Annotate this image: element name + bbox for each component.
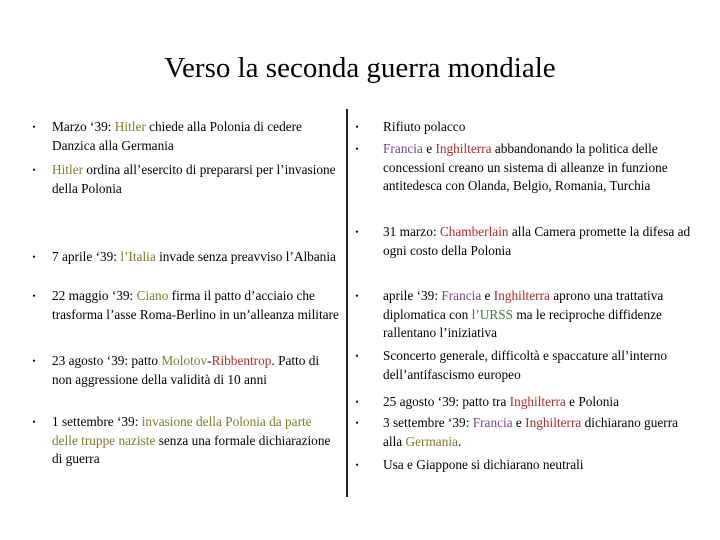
bullet-icon: • xyxy=(355,397,359,407)
bullet-icon: • xyxy=(355,122,359,132)
bullet-icon: • xyxy=(355,351,359,361)
bullet-icon: • xyxy=(32,291,36,301)
left-item-5: 23 agosto ‘39: patto Molotov-Ribbentrop. Patto di non aggressione della validità di 10 anni xyxy=(52,353,320,387)
francia-name: Francia xyxy=(441,288,482,303)
inghilterra-name: Inghilterra xyxy=(525,415,582,430)
molotov-name: Molotov xyxy=(161,353,208,368)
bullet-icon: • xyxy=(32,356,36,366)
bullet-icon: • xyxy=(32,252,36,262)
hitler-name: Hitler xyxy=(114,119,146,134)
bullet-icon: • xyxy=(355,291,359,301)
urss-name: l’URSS xyxy=(471,306,514,322)
inghilterra-name: Inghilterra xyxy=(435,141,492,156)
hitler-name: Hitler xyxy=(52,162,84,177)
left-item-1: Marzo ‘39: Hitler chiede alla Polonia di cedere Danzica alla Germania xyxy=(52,119,302,153)
italia-name: l’Italia xyxy=(120,249,156,264)
right-item-7: 3 settembre ‘39: Francia e Inghilterra dichiarano guerra alla Germania. xyxy=(383,415,679,449)
francia-name: Francia xyxy=(472,415,513,430)
bullet-icon: • xyxy=(355,144,359,154)
center-divider-line xyxy=(346,109,348,497)
left-item-4: 22 maggio ‘39: Ciano firma il patto d’acciaio che trasforma l’asse Roma-Berlino in un’alleanza militare xyxy=(52,288,339,322)
germania-name: Germania xyxy=(405,433,458,449)
bullet-icon: • xyxy=(355,227,359,237)
invasion-highlight: invasione della Polonia da parte delle truppe naziste xyxy=(52,414,312,448)
inghilterra-name: Inghilterra xyxy=(509,394,566,409)
left-item-3: 7 aprile ‘39: l’Italia invade senza preavviso l’Albania xyxy=(52,249,336,264)
left-item-6: 1 settembre ‘39: invasione della Polonia da parte delle truppe naziste senza una formale dichiarazione di guerra xyxy=(52,414,331,467)
slide-title: Verso la seconda guerra mondiale xyxy=(164,52,556,84)
francia-name: Francia xyxy=(383,141,423,156)
left-item-2: Hitler ordina all’esercito di prepararsi per l’invasione della Polonia xyxy=(52,162,336,196)
bullet-icon: • xyxy=(32,165,36,175)
bullet-icon: • xyxy=(32,122,36,132)
bullet-icon: • xyxy=(355,418,359,428)
ciano-name: Ciano xyxy=(136,288,169,303)
right-item-2: Francia e Inghilterra abbandonando la politica delle concessioni creano un sistema di alleanze in funzione antitedesca con Olanda, Belgio, Romania, Turchia xyxy=(383,141,668,194)
ribbentrop-name: Ribbentrop xyxy=(211,353,272,368)
bullet-icon: • xyxy=(32,417,36,427)
right-item-1: Rifiuto polacco xyxy=(383,119,466,134)
right-item-3: 31 marzo: Chamberlain alla Camera promette la difesa ad ogni costo della Polonia xyxy=(383,224,691,258)
bullet-icon: • xyxy=(355,460,359,470)
chamberlain-name: Chamberlain xyxy=(439,224,509,239)
right-item-6: 25 agosto ‘39: patto tra Inghilterra e Polonia xyxy=(383,394,619,409)
inghilterra-name: Inghilterra xyxy=(493,288,550,303)
right-item-4: aprile ‘39: Francia e Inghilterra aprono una trattativa diplomatica con l’URSS ma le reciproche diffidenze rallentano l’iniziativa xyxy=(383,288,664,341)
right-item-5: Sconcerto generale, difficoltà e spaccature all’interno dell’antifascismo europeo xyxy=(383,348,668,382)
right-item-8: Usa e Giappone si dichiarano neutrali xyxy=(383,457,584,472)
